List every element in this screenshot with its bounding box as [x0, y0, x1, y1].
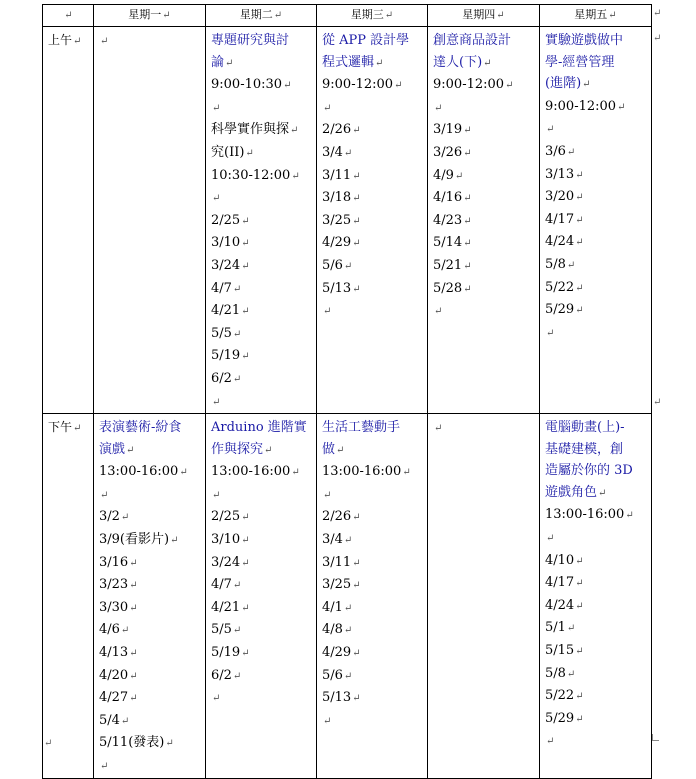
header-day: 星期三↵	[317, 5, 428, 27]
schedule-line: 4/16↵	[433, 190, 472, 206]
schedule-line: ↵	[323, 715, 332, 727]
schedule-line: 13:00-16:00↵	[322, 464, 411, 480]
schedule-line: 2/25↵	[211, 212, 250, 228]
schedule-line: 10:30-12:00↵	[211, 167, 300, 183]
schedule-line: 2/25↵	[211, 509, 250, 525]
schedule-line: ↵	[212, 193, 221, 205]
schedule-line: 4/13↵	[99, 645, 138, 661]
schedule-line: 5/8↵	[545, 665, 576, 681]
schedule-line: 4/23↵	[433, 212, 472, 228]
schedule-line: 3/2↵	[99, 509, 130, 525]
course-cell	[540, 414, 652, 779]
schedule-line: 4/9↵	[433, 167, 464, 183]
schedule-line: 5/13↵	[322, 690, 361, 706]
course-title-line: (進階)↵	[545, 76, 591, 92]
schedule-line: 4/8↵	[322, 622, 353, 638]
schedule-line: 5/21↵	[433, 257, 472, 273]
schedule-line: 3/18↵	[322, 190, 361, 206]
course-title-line: 電腦動畫(上)-	[545, 420, 625, 436]
row-end-mark: ↵	[653, 397, 662, 408]
schedule-line: ↵	[546, 736, 555, 748]
course-cell	[540, 27, 652, 414]
schedule-line: 9:00-12:00↵	[322, 77, 403, 93]
schedule-line: 5/8↵	[545, 256, 576, 272]
course-cell	[94, 414, 206, 779]
course-title-line: 造屬於你的 3D	[545, 463, 633, 479]
course-title-line: 學-經營管理	[545, 54, 615, 70]
schedule-line: 3/20↵	[545, 189, 584, 205]
course-title-line: Arduino 進階實	[211, 420, 307, 436]
schedule-row	[43, 27, 652, 414]
schedule-line: 3/4↵	[322, 144, 353, 160]
schedule-line: 5/19↵	[211, 348, 250, 364]
paragraph-mark: ↵	[44, 738, 53, 749]
course-cell	[317, 414, 428, 779]
period-cell: 上午↵	[43, 27, 94, 414]
schedule-line: 3/11↵	[322, 167, 361, 183]
schedule-line: 4/20↵	[99, 667, 138, 683]
row-end-mark: ↵	[653, 33, 662, 44]
empty-cell-mark: ↵	[434, 423, 443, 435]
schedule-line: ↵	[212, 489, 221, 501]
schedule-line: 3/9(看影片)↵	[99, 532, 179, 548]
schedule-line: 3/6↵	[545, 143, 576, 159]
schedule-line: 5/6↵	[322, 257, 353, 273]
course-title-line: 程式邏輯↵	[322, 54, 384, 70]
schedule-line: 3/25↵	[322, 212, 361, 228]
course-cell	[428, 414, 540, 779]
schedule-line: 6/2↵	[211, 370, 242, 386]
schedule-line: 5/11(發表)↵	[99, 735, 174, 751]
schedule-line: 2/26↵	[322, 122, 361, 138]
schedule-line: ↵	[434, 102, 443, 114]
schedule-line: 9:00-10:30↵	[211, 77, 292, 93]
schedule-line: ↵	[323, 306, 332, 318]
schedule-line: 13:00-16:00↵	[545, 507, 634, 523]
course-title-line: 創意商品設計	[433, 33, 512, 48]
schedule-line: 4/17↵	[545, 211, 584, 227]
course-cell	[94, 27, 206, 414]
schedule-line: ↵	[212, 693, 221, 705]
course-title-line: 做↵	[322, 441, 345, 457]
schedule-line: 4/24↵	[545, 234, 584, 250]
schedule-line: 究(II)↵	[211, 144, 254, 160]
schedule-line: 6/2↵	[211, 667, 242, 683]
course-title-line: 基礎建模，創	[545, 441, 624, 457]
schedule-row	[43, 414, 652, 779]
schedule-line: 5/6↵	[322, 667, 353, 683]
course-title-line: 達人(下)↵	[433, 54, 492, 70]
schedule-line: 5/5↵	[211, 622, 242, 638]
schedule-line: 3/11↵	[322, 554, 361, 570]
schedule-line: 2/26↵	[322, 509, 361, 525]
schedule-line: 5/4↵	[99, 712, 130, 728]
period-label: 上午	[48, 33, 73, 47]
schedule-line: 5/13↵	[322, 280, 361, 296]
schedule-line: 4/29↵	[322, 235, 361, 251]
schedule-line: ↵	[546, 533, 555, 545]
page-corner-mark	[652, 734, 659, 741]
schedule-line: 4/7↵	[211, 577, 242, 593]
schedule-line: 3/26↵	[433, 144, 472, 160]
schedule-line: 4/6↵	[99, 622, 130, 638]
schedule-line: 3/10↵	[211, 235, 250, 251]
schedule-line: 4/21↵	[211, 599, 250, 615]
course-cell	[206, 414, 317, 779]
empty-cell-mark: ↵	[100, 36, 109, 47]
schedule-line: 9:00-12:00↵	[433, 77, 514, 93]
schedule-line: 3/23↵	[99, 577, 138, 593]
schedule-line: 5/29↵	[545, 710, 584, 726]
schedule-line: ↵	[434, 306, 443, 318]
header-row	[43, 5, 652, 27]
schedule-line: 3/24↵	[211, 554, 250, 570]
course-cell	[206, 27, 317, 414]
course-title-line: 實驗遊戲做中	[545, 33, 624, 48]
schedule-line: 3/10↵	[211, 532, 250, 548]
course-title-line: 作與探究↵	[211, 441, 273, 457]
schedule-line: 9:00-12:00↵	[545, 98, 626, 114]
schedule-line: 13:00-16:00↵	[211, 464, 300, 480]
schedule-line: ↵	[546, 124, 555, 136]
schedule-line: 13:00-16:00↵	[99, 464, 188, 480]
schedule-line: 5/5↵	[211, 325, 242, 341]
header-day: 星期五↵	[540, 5, 652, 27]
schedule-line: 4/1↵	[322, 599, 353, 615]
period-cell: 下午↵	[43, 414, 94, 779]
schedule-line: 5/22↵	[545, 279, 584, 295]
schedule-line: ↵	[323, 489, 332, 501]
course-cell	[428, 27, 540, 414]
course-title-line: 專題研究與討	[211, 33, 290, 48]
schedule-line: 5/28↵	[433, 280, 472, 296]
schedule-line: 5/14↵	[433, 235, 472, 251]
schedule-line: 5/22↵	[545, 688, 584, 704]
schedule-line: ↵	[212, 102, 221, 114]
course-title-line: 演戲↵	[99, 441, 135, 457]
row-end-mark: ↵	[653, 8, 662, 19]
schedule-line: ↵	[100, 761, 109, 772]
schedule-line: ↵	[323, 102, 332, 114]
schedule-line: 4/21↵	[211, 303, 250, 319]
header-day: 星期二↵	[206, 5, 317, 27]
course-title-line: 從 APP 設計學	[322, 33, 410, 48]
schedule-line: ↵	[546, 327, 555, 339]
schedule-line: 4/7↵	[211, 280, 242, 296]
course-title-line: 論↵	[211, 54, 234, 70]
schedule-line: 3/16↵	[99, 554, 138, 570]
schedule-line: 5/15↵	[545, 643, 584, 659]
course-title-line: 生活工藝動手	[322, 420, 401, 436]
header-day: 星期一↵	[94, 5, 206, 27]
schedule-line: 3/24↵	[211, 257, 250, 273]
course-title-line: 表演藝術-紛食	[99, 420, 182, 436]
schedule-line: 3/4↵	[322, 532, 353, 548]
period-label: 下午	[48, 420, 73, 435]
course-cell	[317, 27, 428, 414]
schedule-line: 4/29↵	[322, 645, 361, 661]
schedule-line: 5/19↵	[211, 645, 250, 661]
schedule-line: ↵	[100, 489, 109, 501]
schedule-line: 科學實作與探↵	[211, 122, 299, 138]
schedule-line: 3/13↵	[545, 166, 584, 182]
schedule-line: 5/1↵	[545, 620, 576, 636]
schedule-line: ↵	[212, 396, 221, 408]
course-title-line: 遊戲角色↵	[545, 484, 607, 500]
schedule-line: 4/17↵	[545, 575, 584, 591]
header-day: 星期四↵	[428, 5, 540, 27]
header-corner: ↵	[43, 5, 94, 27]
schedule-line: 4/24↵	[545, 597, 584, 613]
schedule-line: 3/25↵	[322, 577, 361, 593]
schedule-line: 4/27↵	[99, 690, 138, 706]
schedule-line: 4/10↵	[545, 552, 584, 568]
schedule-table	[42, 4, 652, 779]
schedule-line: 3/30↵	[99, 599, 138, 615]
schedule-line: 3/19↵	[433, 122, 472, 138]
schedule-line: 5/29↵	[545, 302, 584, 318]
